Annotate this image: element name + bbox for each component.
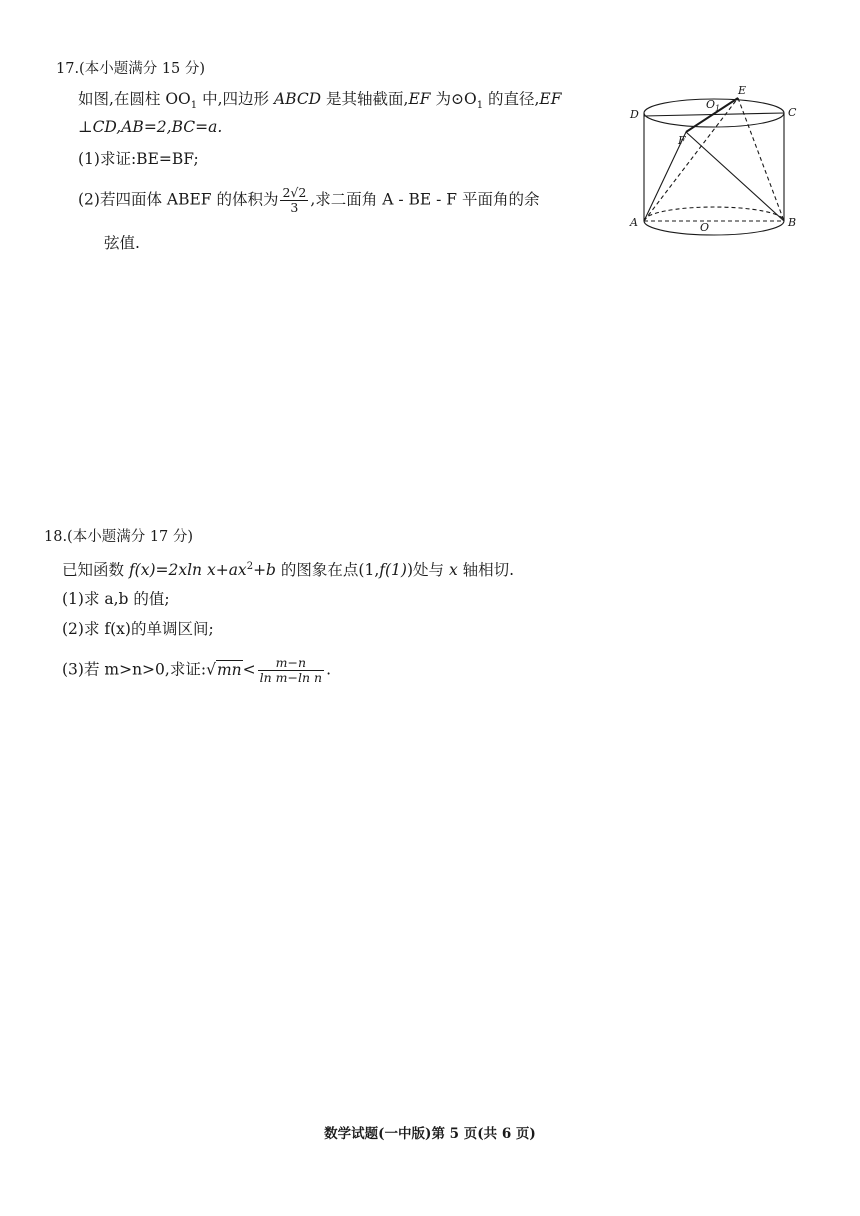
q18-header-text: 18.(本小题满分 17 分) [44,529,194,545]
page-footer [0,1122,860,1142]
q17-part1 [78,148,199,170]
q18-function-tail: +b [253,561,276,580]
log-fraction [258,656,324,685]
q17-part2 [78,186,539,215]
q18-math: x [448,561,458,580]
q17-math: EF [408,90,431,108]
q17-subscript: 1 [190,100,198,112]
q17-math: ABCD [273,90,322,108]
edge-eb [738,98,784,221]
q17-subscript: 1 [476,100,484,112]
q18-stem [62,556,514,581]
q18-text: 的图象在点(1, [275,561,380,580]
q18-text: 已知函数 [62,561,129,580]
q18-part3-text: (3)若 m>n>0,求证: [62,660,207,679]
q17-text: 是其轴截面, [321,90,409,108]
q17-part1-text: (1)求证:BE=BF; [78,150,199,168]
bottom-ellipse-back [644,207,784,221]
q17-text: 的直径, [483,90,540,108]
q18-part1-text: (1)求 a,b 的值; [62,590,170,608]
q17-header-text: 17.(本小题满分 15 分) [56,61,206,77]
q18-part1 [62,588,170,610]
label-d: D [630,108,639,121]
q17-part2-text: ,求二面角 A - BE - F 平面角的余 [310,190,540,209]
fraction-numerator: m−n [258,656,324,671]
q18-function: f(x)=2xln x+ax [128,561,247,580]
label-e: E [738,84,747,97]
cylinder-figure [628,78,804,244]
q18-part3 [62,656,331,685]
q18-header [44,526,193,548]
footer-text: 数学试题(一中版)第 5 页(共 6 页) [324,1126,536,1142]
q18-part2-text: (2)求 f(x)的单调区间; [62,620,214,638]
edge-ae [644,98,738,221]
q18-text: 轴相切. [457,561,515,580]
q17-header [56,58,205,80]
q18-part3-end: . [326,660,331,679]
q17-math: EF [539,90,562,108]
label-o: O [700,221,710,234]
fraction-denominator: 3 [290,200,299,215]
bottom-ellipse-front [644,221,784,235]
label-o1-sub: 1 [715,104,721,113]
q18-superscript: 2 [246,561,254,572]
q17-stem-line2 [78,116,222,138]
q17-stem-line1 [78,88,562,117]
sqrt-symbol: √ [206,660,216,679]
label-f: F [678,134,686,147]
fraction-denominator: ln m−ln n [259,670,323,685]
label-b: B [788,216,797,229]
q17-text: 为⊙O [430,90,477,108]
q17-condition: ⊥CD,AB=2,BC=a. [78,118,223,136]
q17-text: 如图,在圆柱 OO [78,90,191,108]
q17-text: 中,四边形 [197,90,274,108]
q18-math: f(1) [379,561,407,580]
sqrt-radicand: mn [216,660,242,679]
q18-part2 [62,618,214,640]
label-c: C [788,106,797,119]
q17-part2-cont-text: 弦值. [104,234,140,252]
label-a: A [630,216,638,229]
label-o1-letter: O [706,98,716,111]
q17-part2-text: (2)若四面体 ABEF 的体积为 [78,190,279,209]
q18-text: )处与 [406,561,449,580]
label-o1 [706,98,720,113]
volume-fraction [280,186,308,215]
q17-part2-cont [104,232,140,254]
less-than: < [242,660,256,679]
fraction-numerator: 2√2 [282,185,307,200]
